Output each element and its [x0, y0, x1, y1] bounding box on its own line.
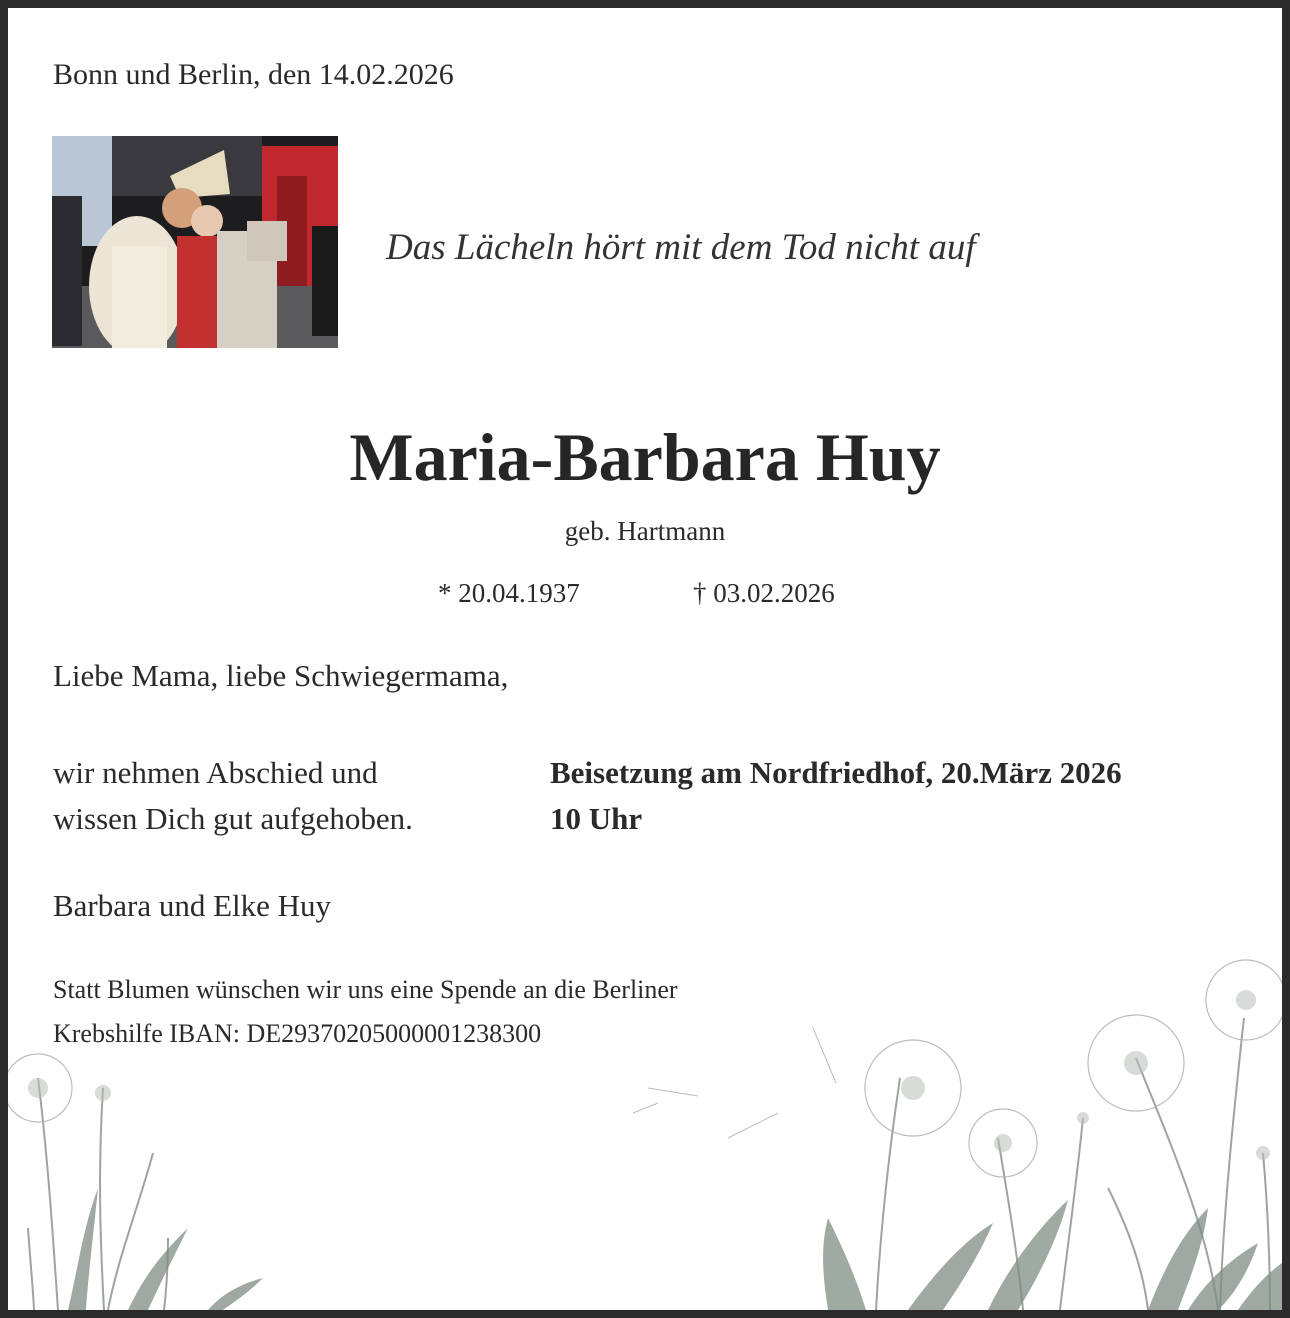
- birth-date: * 20.04.1937: [438, 578, 580, 608]
- place-date: Bonn und Berlin, den 14.02.2026: [53, 58, 454, 91]
- farewell-text: [53, 750, 413, 842]
- burial-line-1: Beisetzung am Nordfriedhof, 20.März 2026: [550, 755, 1122, 790]
- dandelion-illustration: [8, 938, 1282, 1310]
- motto-quote: Das Lächeln hört mit dem Tod nicht auf: [386, 227, 976, 268]
- signers: Barbara und Elke Huy: [53, 888, 332, 923]
- maiden-name: geb. Hartmann: [564, 516, 726, 546]
- carnival-photo: [52, 136, 338, 348]
- burial-info: [550, 750, 1122, 842]
- deceased-name: Maria-Barbara Huy: [349, 419, 941, 495]
- obituary-card: [8, 8, 1282, 1310]
- burial-line-2: 10 Uhr: [550, 801, 643, 836]
- farewell-line-2: wissen Dich gut aufgehoben.: [53, 801, 413, 836]
- greeting-text: Liebe Mama, liebe Schwiegermama,: [53, 658, 509, 693]
- donation-line-1: Statt Blumen wünschen wir uns eine Spende an die Berliner: [53, 975, 678, 1004]
- donation-line-2: Krebshilfe IBAN: DE29370205000001238300: [53, 1019, 542, 1048]
- farewell-line-1: wir nehmen Abschied und: [53, 755, 378, 790]
- death-date: † 03.02.2026: [693, 578, 835, 608]
